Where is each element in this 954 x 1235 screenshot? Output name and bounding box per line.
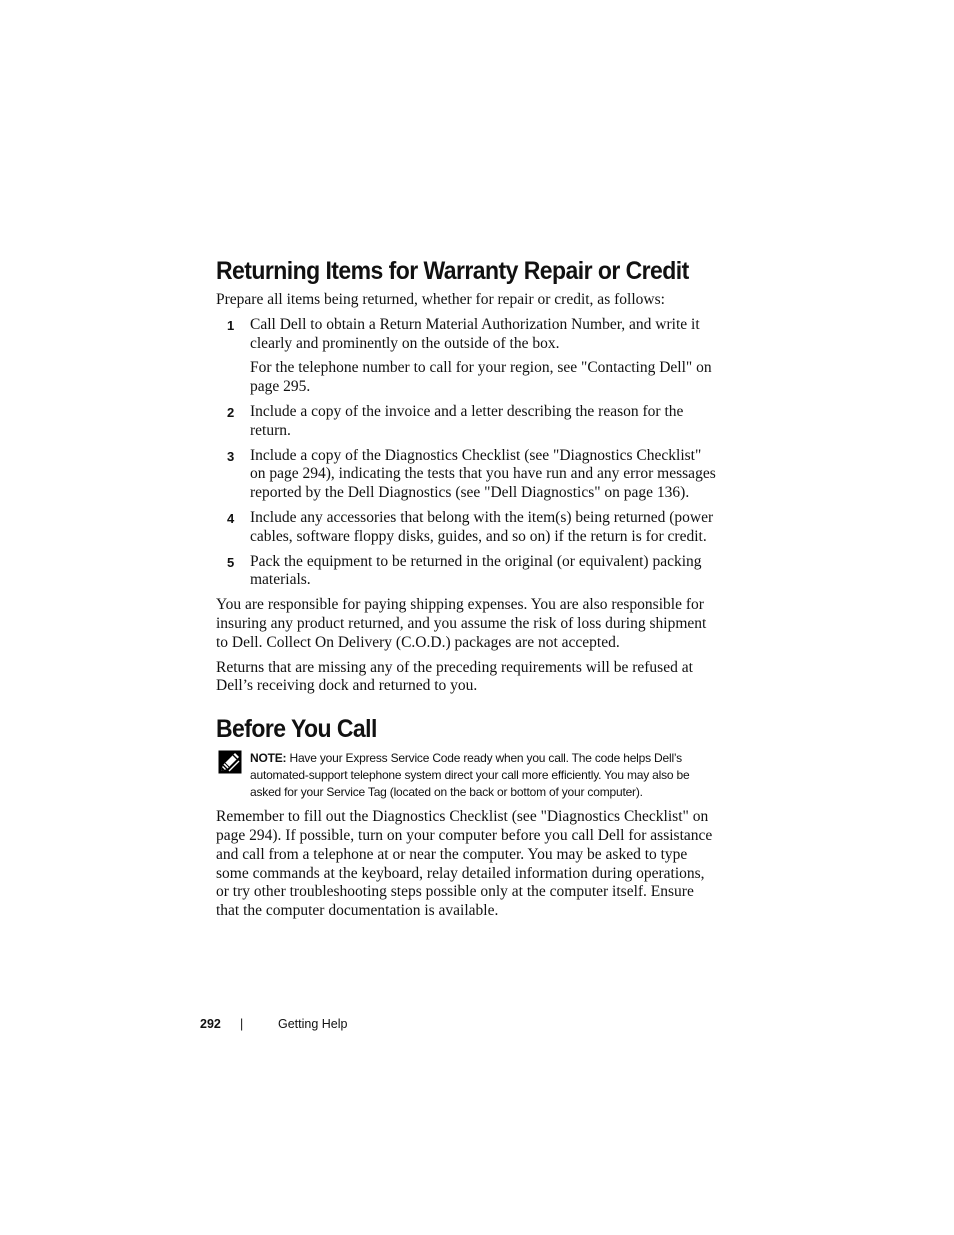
- before-call-paragraph: Remember to fill out the Diagnostics Checklist (see "Diagnostics Checklist" on page 294). If possible, turn on your computer before you call Dell for assistance and call from a telephone at or near the computer. You may be asked to type some commands at the keyboard, relay detailed information during operations, or try other troubleshooting steps possible only at the computer itself. Ensure that the computer documentation is available.: [216, 808, 713, 920]
- return-steps-list: [216, 316, 716, 590]
- footer-section-name: Getting Help: [278, 1017, 348, 1031]
- pencil-note-icon: [218, 750, 242, 774]
- shipping-paragraph: You are responsible for paying shipping expenses. You are also responsible for insuring any product returned, and you assume the risk of loss during shipment to Dell. Collect On Delivery (C.O.D.) packages are not accepted.: [216, 596, 707, 651]
- section-title-returning-items: Returning Items for Warranty Repair or Credit: [216, 257, 689, 285]
- step-number: 1: [227, 317, 235, 333]
- step-subtext: For the telephone number to call for your region, see "Contacting Dell" on page 295.: [250, 359, 712, 396]
- requirements-paragraph: Returns that are missing any of the preceding requirements will be refused at Dell’s receiving dock and returned to you.: [216, 658, 693, 695]
- list-item: [216, 553, 716, 591]
- list-item: [216, 316, 716, 397]
- step-text: Include a copy of the Diagnostics Checklist (see "Diagnostics Checklist" on page 294), indicating the tests that you have run and any error messages reported by the Dell Diagnostics (see "Dell Diagnostics" on page 136).: [250, 446, 716, 502]
- list-item: [216, 403, 716, 441]
- list-item: [216, 509, 716, 547]
- step-text: Call Dell to obtain a Return Material Authorization Number, and write it clearly and prominently on the outside of the box.: [250, 315, 700, 352]
- note-label: NOTE:: [250, 751, 287, 766]
- footer-separator: |: [240, 1017, 244, 1031]
- step-number: 4: [227, 510, 235, 526]
- section-title-before-you-call: Before You Call: [216, 715, 377, 744]
- intro-paragraph: Prepare all items being returned, whether for repair or credit, as follows:: [216, 291, 665, 308]
- page-content: [216, 256, 716, 927]
- note-text: Have your Express Service Code ready when you call. The code helps Dell’s automated-support telephone system direct your call more efficiently. You may also be asked for your Service Tag (located on the back or bottom of your computer).: [250, 751, 690, 800]
- step-text: Pack the equipment to be returned in the original (or equivalent) packing materials.: [250, 552, 702, 589]
- step-number: 3: [227, 448, 235, 464]
- step-text: Include a copy of the invoice and a letter describing the reason for the return.: [250, 402, 684, 439]
- list-item: [216, 447, 716, 503]
- note-box: [216, 750, 716, 801]
- step-number: 5: [227, 554, 235, 570]
- page-footer: [200, 1014, 347, 1034]
- step-text: Include any accessories that belong with the item(s) being returned (power cables, software floppy disks, guides, and so on) if the return is for credit.: [250, 508, 714, 545]
- step-number: 2: [227, 404, 235, 420]
- page-number: 292: [200, 1017, 221, 1031]
